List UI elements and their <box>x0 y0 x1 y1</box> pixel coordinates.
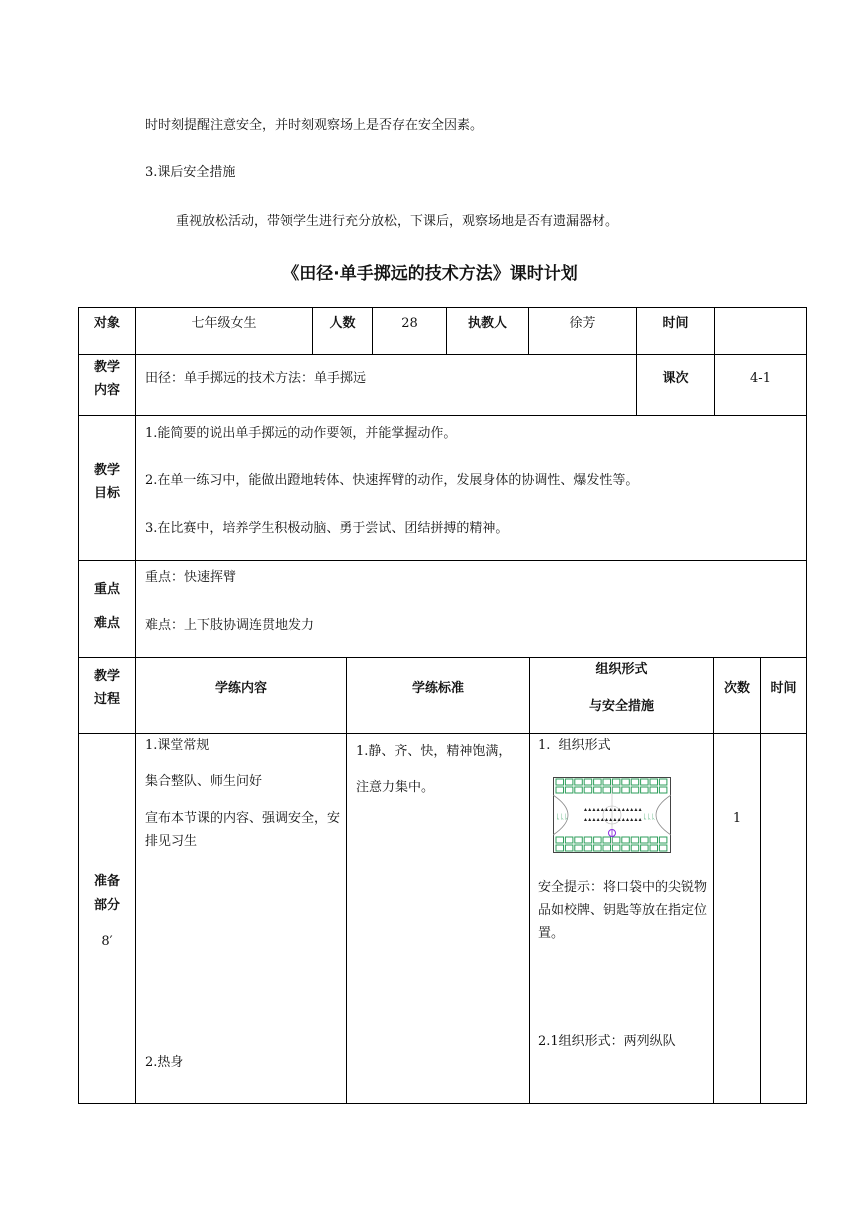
prep-content-3: 宣布本节课的内容、强调安全，安排见习生 <box>145 811 341 849</box>
goal-item: 1.能简要的说出单手掷远的动作要领，并能掌握动作。 <box>145 426 457 441</box>
prep-content-1: 1.课堂常规 <box>145 738 210 753</box>
prep-safety: 安全提示：将口袋中的尖锐物品如校牌、钥匙等放在指定位置。 <box>538 880 708 941</box>
col-org-line2: 与安全措施 <box>588 699 654 714</box>
label-time: 时间 <box>662 316 689 331</box>
label-goals: 教学目标 <box>93 463 120 501</box>
label-process: 教学过程 <box>93 669 120 707</box>
label-prep: 准备部分 <box>93 874 120 913</box>
intro-line: 重视放松活动，带领学生进行充分放松，下课后，观察场地是否有遗漏器材。 <box>176 214 619 229</box>
prep-times: 1 <box>732 811 742 826</box>
label-keypoints: 重点难点 <box>93 582 120 631</box>
col-content: 学练内容 <box>214 681 267 696</box>
svg-text:ᚳᚳᚳ: ᚳᚳᚳ <box>556 813 569 821</box>
goal-item: 2.在单一练习中，能做出蹬地转体、快速挥臂的动作，发展身体的协调性、爆发性等。 <box>145 473 639 488</box>
prep-content-2: 集合整队、师生问好 <box>145 774 263 789</box>
key-point: 重点：快速挥臂 <box>145 570 237 585</box>
intro-line: 时时刻提醒注意安全，并时刻观察场上是否存在安全因素。 <box>145 118 484 133</box>
col-times: 次数 <box>723 681 750 696</box>
object-value: 七年级女生 <box>191 316 257 331</box>
count-value: 28 <box>401 316 418 331</box>
col-standard: 学练标准 <box>411 681 464 696</box>
lesson-value: 4-1 <box>750 371 771 386</box>
goal-item: 3.在比赛中，培养学生积极动脑、勇于尝试、团结拼搏的精神。 <box>145 521 509 536</box>
teacher-value: 徐芳 <box>569 316 596 331</box>
section-heading: 3.课后安全措施 <box>145 165 236 180</box>
label-object: 对象 <box>93 316 120 331</box>
prep-duration: 8′ <box>101 934 113 949</box>
label-lesson: 课次 <box>662 371 689 386</box>
label-content: 教学内容 <box>93 360 120 398</box>
prep-org-2: 2.1组织形式：两列纵队 <box>538 1034 676 1049</box>
prep-content-4: 2.热身 <box>145 1055 184 1070</box>
col-time: 时间 <box>770 681 797 696</box>
prep-org-1: 1. 组织形式 <box>538 738 611 753</box>
content-value: 田径：单手掷远的技术方法：单手掷远 <box>145 371 367 386</box>
label-teacher: 执教人 <box>467 316 507 331</box>
col-org-line1: 组织形式 <box>595 662 648 677</box>
page-title: 《田径·单手掷远的技术方法》课时计划 <box>282 264 578 284</box>
label-count: 人数 <box>329 316 356 331</box>
court-formation-diagram <box>553 777 671 853</box>
prep-standard: 1.静、齐、快，精神饱满，注意力集中。 <box>356 744 512 795</box>
svg-text:ᚳᚳᚳ: ᚳᚳᚳ <box>643 813 656 821</box>
difficulty: 难点：上下肢协调连贯地发力 <box>145 618 315 633</box>
